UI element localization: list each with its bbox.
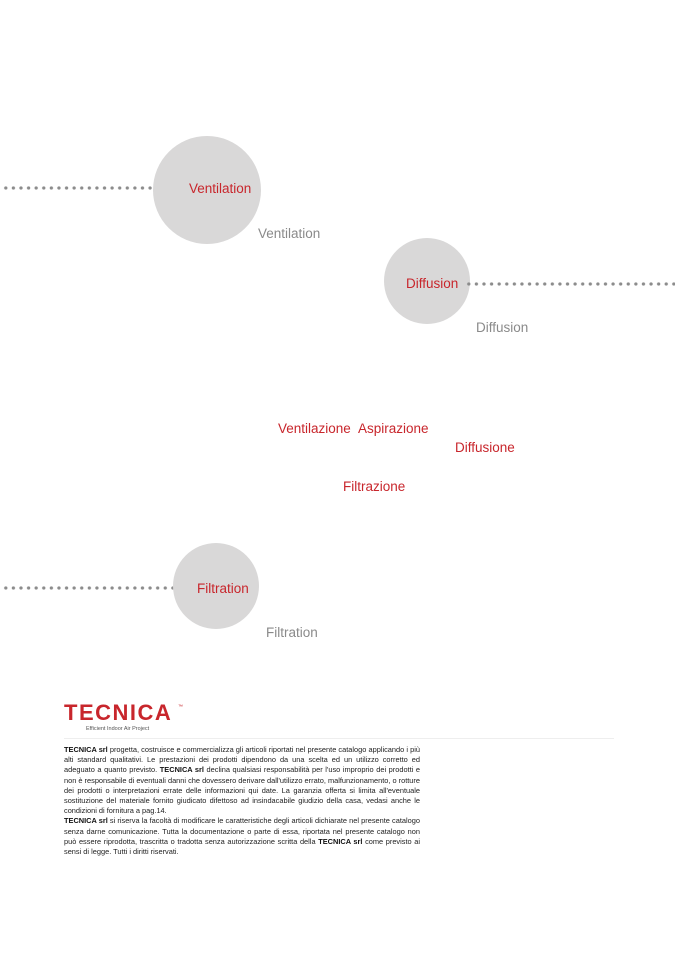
company-name: TECNICA srl (64, 816, 108, 826)
filtration-caption: Filtration (266, 625, 318, 640)
divider (64, 738, 614, 739)
diffusion-label: Diffusion (406, 276, 459, 291)
term-ventilazione: Ventilazione (278, 421, 351, 436)
term-filtrazione: Filtrazione (343, 479, 406, 494)
legal-p1-b: declina qualsiasi responsabilità per l'uso improprio dei prodotti e non è responsabile di eventuali danni che dovessero derivare dall'utilizzo errato, malfunzionamento, o rotture dei prodotti o interpretazioni errate delle informazioni qui date. La garanzia offerta si limita all'eventuale sostituzione del materiale fornito giudicato difettoso ad insindacabile giudizio della casa, vedasi anche le condizioni di fornitura a pag.14. (64, 765, 420, 816)
logo-tagline: Efficient Indoor Air Project (86, 726, 150, 732)
legal-notice (64, 745, 420, 857)
logo-wordmark: TECNICA (64, 700, 173, 725)
tecnica-logo (64, 700, 183, 732)
term-aspirazione: Aspirazione (358, 421, 429, 436)
ventilation-label: Ventilation (189, 181, 252, 196)
filtration-dotted-line (2, 586, 197, 590)
diffusion-caption: Diffusion (476, 320, 529, 335)
legal-p2-a: si riserva la facoltà di modificare le caratteristiche degli articoli dichiarate nel presente catalogo senza darne comunicazione. Tutta la documentazione o parte di essa, riportata nel presente catalogo non può essere riprodotta, trascritta o tradotta senza autorizzazione scritta della (64, 816, 421, 846)
diffusion-dotted-line (465, 282, 675, 286)
term-diffusione: Diffusione (455, 440, 515, 455)
ventilation-caption: Ventilation (258, 226, 321, 241)
company-name: TECNICA srl (318, 836, 363, 846)
legal-p1-a: progetta, costruisce e commercializza gli articoli riportati nel presente catalogo applicando i più alti standard qualitativi. Le prestazioni dei prodotti dipendono da una scelta ed un utilizzo corretto ed adeguato a quanto previsto. (64, 745, 420, 775)
company-name: TECNICA srl (159, 765, 204, 775)
company-name: TECNICA srl (64, 745, 108, 754)
trademark-symbol: ™ (178, 704, 183, 710)
filtration-label: Filtration (197, 581, 249, 596)
legal-p2-b: come previsto ai sensi di legge. Tutti i diritti riservati. (64, 836, 421, 857)
